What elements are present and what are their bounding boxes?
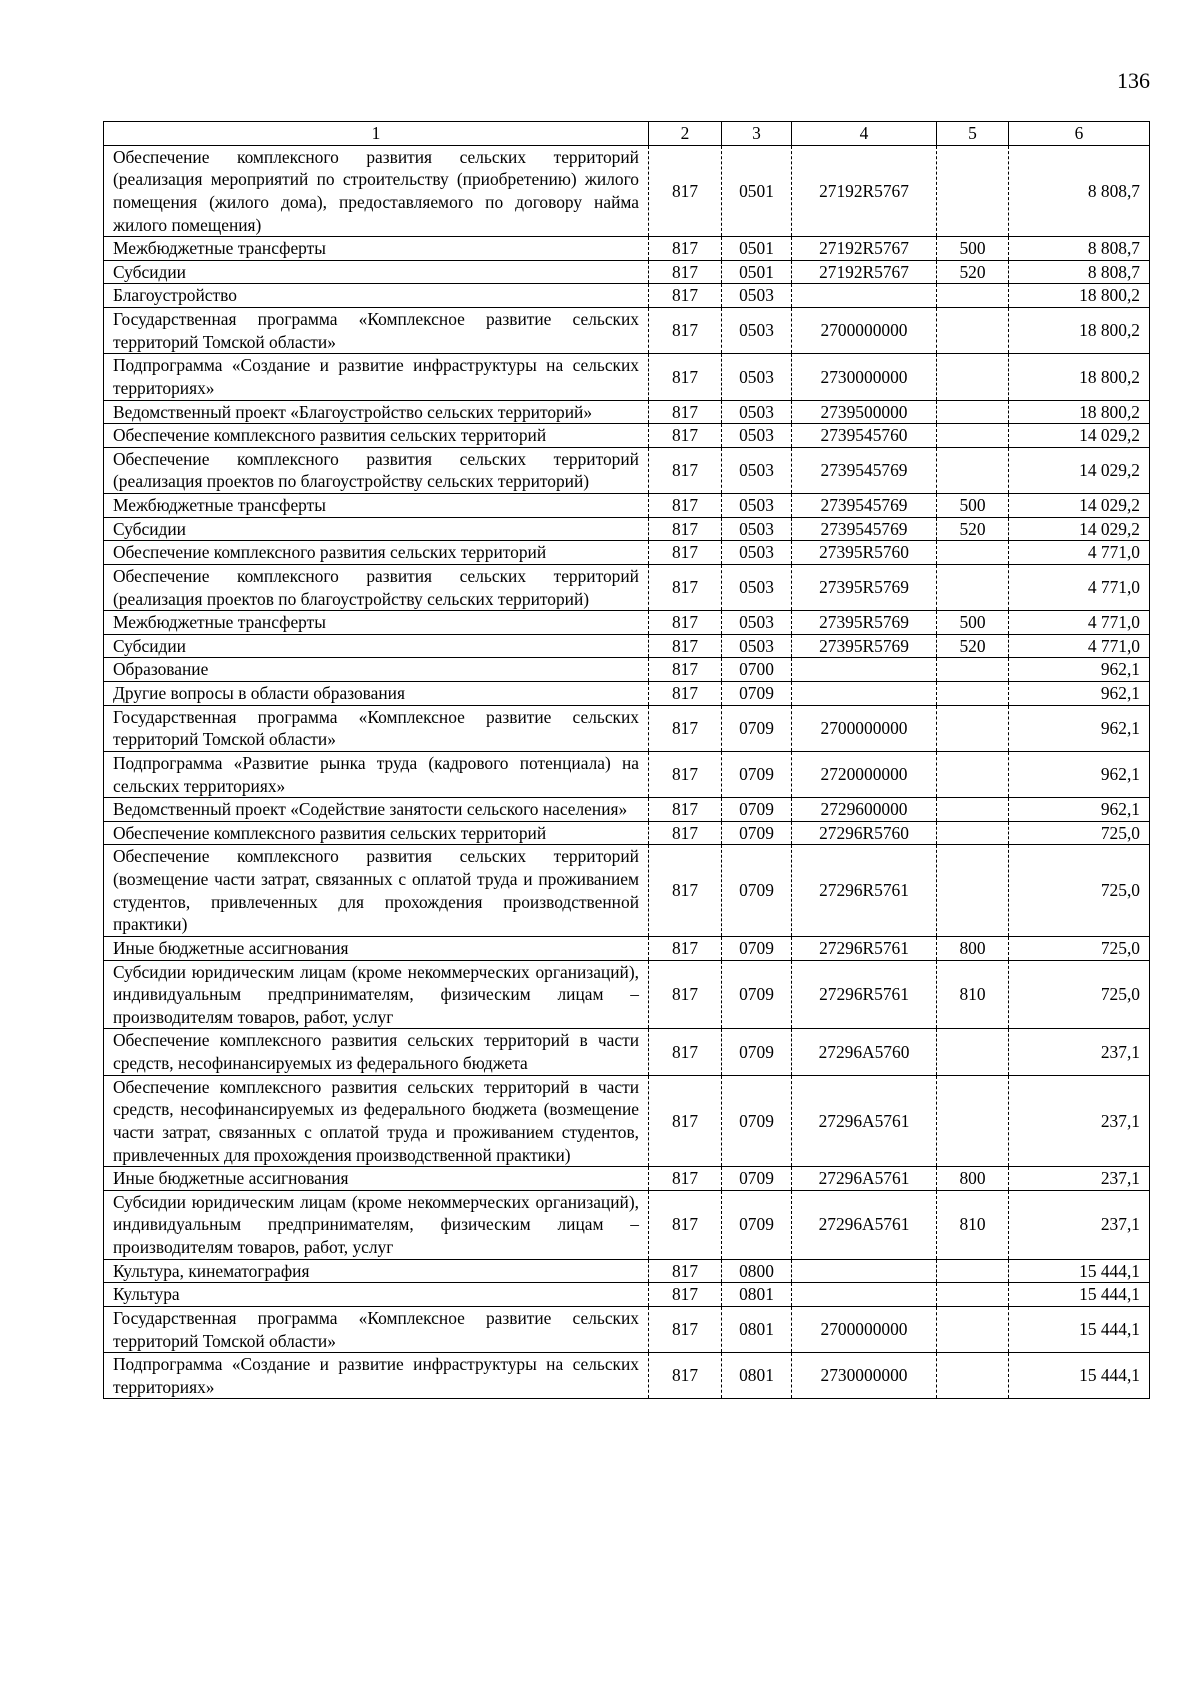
row-section: 0503 xyxy=(722,308,792,354)
row-section: 0709 xyxy=(722,1075,792,1167)
table-row xyxy=(104,1167,1150,1191)
row-code: 817 xyxy=(649,1306,722,1352)
row-code: 817 xyxy=(649,564,722,610)
row-name: Образование xyxy=(104,658,649,682)
row-code: 817 xyxy=(649,494,722,518)
row-section: 0503 xyxy=(722,284,792,308)
table-row xyxy=(104,634,1150,658)
row-target-article: 2730000000 xyxy=(792,354,937,400)
row-section: 0709 xyxy=(722,751,792,797)
row-expense-type xyxy=(937,682,1009,706)
row-section: 0503 xyxy=(722,611,792,635)
table-row xyxy=(104,564,1150,610)
row-target-article: 27192R5767 xyxy=(792,237,937,261)
row-amount: 962,1 xyxy=(1009,798,1150,822)
row-amount: 18 800,2 xyxy=(1009,354,1150,400)
row-section: 0709 xyxy=(722,682,792,706)
row-code: 817 xyxy=(649,611,722,635)
row-name: Государственная программа «Комплексное развитие сельских территорий Томской области» xyxy=(104,308,649,354)
row-name: Ведомственный проект «Содействие занятости сельского населения» xyxy=(104,798,649,822)
row-amount: 8 808,7 xyxy=(1009,237,1150,261)
row-name: Благоустройство xyxy=(104,284,649,308)
row-target-article: 27395R5769 xyxy=(792,634,937,658)
row-section: 0709 xyxy=(722,798,792,822)
row-amount: 14 029,2 xyxy=(1009,517,1150,541)
row-target-article: 27192R5767 xyxy=(792,145,937,237)
row-amount: 237,1 xyxy=(1009,1190,1150,1259)
row-expense-type xyxy=(937,564,1009,610)
row-section: 0503 xyxy=(722,424,792,448)
row-name: Субсидии xyxy=(104,634,649,658)
row-amount: 18 800,2 xyxy=(1009,400,1150,424)
table-row xyxy=(104,751,1150,797)
row-expense-type xyxy=(937,1353,1009,1399)
row-target-article: 2739545769 xyxy=(792,517,937,541)
row-section: 0800 xyxy=(722,1259,792,1283)
row-code: 817 xyxy=(649,845,722,937)
row-code: 817 xyxy=(649,447,722,493)
row-expense-type: 520 xyxy=(937,634,1009,658)
row-amount: 237,1 xyxy=(1009,1075,1150,1167)
table-row xyxy=(104,260,1150,284)
row-code: 817 xyxy=(649,682,722,706)
row-code: 817 xyxy=(649,400,722,424)
row-target-article xyxy=(792,1283,937,1307)
row-section: 0801 xyxy=(722,1353,792,1399)
table-row xyxy=(104,284,1150,308)
row-target-article: 2700000000 xyxy=(792,705,937,751)
row-code: 817 xyxy=(649,424,722,448)
row-code: 817 xyxy=(649,936,722,960)
row-name: Субсидии юридическим лицам (кроме некоммерческих организаций), индивидуальным предпринимателям, физическим лицам – производителям товаров, работ, услуг xyxy=(104,1190,649,1259)
row-section: 0709 xyxy=(722,705,792,751)
row-code: 817 xyxy=(649,284,722,308)
row-section: 0700 xyxy=(722,658,792,682)
table-row xyxy=(104,960,1150,1029)
row-name: Обеспечение комплексного развития сельских территорий (возмещение части затрат, связанных с оплатой труда и проживанием студентов, привлеченных для прохождения производственной практики) xyxy=(104,845,649,937)
row-code: 817 xyxy=(649,237,722,261)
row-name: Субсидии юридическим лицам (кроме некоммерческих организаций), индивидуальным предпринимателям, физическим лицам – производителям товаров, работ, услуг xyxy=(104,960,649,1029)
row-expense-type xyxy=(937,400,1009,424)
row-code: 817 xyxy=(649,658,722,682)
row-target-article xyxy=(792,284,937,308)
row-expense-type: 520 xyxy=(937,260,1009,284)
row-name: Государственная программа «Комплексное развитие сельских территорий Томской области» xyxy=(104,705,649,751)
row-code: 817 xyxy=(649,821,722,845)
row-target-article: 2729600000 xyxy=(792,798,937,822)
header-cell: 1 xyxy=(104,122,649,146)
row-target-article: 2700000000 xyxy=(792,1306,937,1352)
row-expense-type xyxy=(937,821,1009,845)
row-amount: 962,1 xyxy=(1009,705,1150,751)
row-section: 0709 xyxy=(722,1167,792,1191)
table-row xyxy=(104,308,1150,354)
row-expense-type: 800 xyxy=(937,1167,1009,1191)
row-section: 0501 xyxy=(722,260,792,284)
row-target-article: 27395R5769 xyxy=(792,611,937,635)
row-amount: 725,0 xyxy=(1009,821,1150,845)
row-expense-type xyxy=(937,1259,1009,1283)
row-amount: 14 029,2 xyxy=(1009,447,1150,493)
row-expense-type xyxy=(937,424,1009,448)
row-target-article: 27296R5761 xyxy=(792,960,937,1029)
row-target-article: 27296А5761 xyxy=(792,1190,937,1259)
row-expense-type: 800 xyxy=(937,936,1009,960)
table-row xyxy=(104,658,1150,682)
row-name: Культура xyxy=(104,1283,649,1307)
row-name: Субсидии xyxy=(104,517,649,541)
row-amount: 962,1 xyxy=(1009,751,1150,797)
row-name: Межбюджетные трансферты xyxy=(104,494,649,518)
row-expense-type xyxy=(937,1075,1009,1167)
row-section: 0503 xyxy=(722,400,792,424)
header-cell: 2 xyxy=(649,122,722,146)
row-expense-type xyxy=(937,284,1009,308)
row-expense-type xyxy=(937,1306,1009,1352)
table-row xyxy=(104,494,1150,518)
row-target-article: 27296R5760 xyxy=(792,821,937,845)
row-name: Межбюджетные трансферты xyxy=(104,611,649,635)
row-name: Обеспечение комплексного развития сельских территорий (реализация мероприятий по строительству (приобретению) жилого помещения (жилого дома), предоставляемого по договору найма жилого помещения) xyxy=(104,145,649,237)
row-amount: 4 771,0 xyxy=(1009,611,1150,635)
row-amount: 14 029,2 xyxy=(1009,494,1150,518)
row-amount: 18 800,2 xyxy=(1009,308,1150,354)
row-name: Подпрограмма «Создание и развитие инфраструктуры на сельских территориях» xyxy=(104,1353,649,1399)
row-section: 0709 xyxy=(722,845,792,937)
table-row xyxy=(104,936,1150,960)
row-amount: 4 771,0 xyxy=(1009,541,1150,565)
row-expense-type xyxy=(937,541,1009,565)
row-amount: 15 444,1 xyxy=(1009,1353,1150,1399)
row-amount: 8 808,7 xyxy=(1009,260,1150,284)
row-code: 817 xyxy=(649,1167,722,1191)
row-expense-type xyxy=(937,308,1009,354)
table-row xyxy=(104,1353,1150,1399)
row-name: Обеспечение комплексного развития сельских территорий xyxy=(104,541,649,565)
header-cell: 5 xyxy=(937,122,1009,146)
row-section: 0503 xyxy=(722,494,792,518)
row-name: Обеспечение комплексного развития сельских территорий (реализация проектов по благоустройству сельских территорий) xyxy=(104,447,649,493)
table-row xyxy=(104,1029,1150,1075)
row-name: Обеспечение комплексного развития сельских территорий в части средств, несофинансируемых из федерального бюджета xyxy=(104,1029,649,1075)
row-expense-type xyxy=(937,798,1009,822)
table-row xyxy=(104,1075,1150,1167)
row-section: 0503 xyxy=(722,564,792,610)
row-name: Другие вопросы в области образования xyxy=(104,682,649,706)
row-target-article: 2739545760 xyxy=(792,424,937,448)
row-name: Подпрограмма «Создание и развитие инфраструктуры на сельских территориях» xyxy=(104,354,649,400)
row-expense-type xyxy=(937,751,1009,797)
row-name: Обеспечение комплексного развития сельских территорий в части средств, несофинансируемых из федерального бюджета (возмещение части затрат, связанных с оплатой труда и проживанием студентов, привлеченных для прохождения производственной практики) xyxy=(104,1075,649,1167)
table-row xyxy=(104,145,1150,237)
table-header-row xyxy=(104,122,1150,146)
row-section: 0801 xyxy=(722,1306,792,1352)
row-expense-type xyxy=(937,845,1009,937)
row-expense-type: 810 xyxy=(937,960,1009,1029)
row-section: 0709 xyxy=(722,821,792,845)
table-row xyxy=(104,611,1150,635)
table-row xyxy=(104,1283,1150,1307)
row-amount: 15 444,1 xyxy=(1009,1259,1150,1283)
table-row xyxy=(104,1259,1150,1283)
row-expense-type: 500 xyxy=(937,611,1009,635)
row-target-article: 27296А5761 xyxy=(792,1167,937,1191)
row-code: 817 xyxy=(649,517,722,541)
row-target-article xyxy=(792,658,937,682)
row-code: 817 xyxy=(649,308,722,354)
table-row xyxy=(104,682,1150,706)
row-section: 0709 xyxy=(722,1190,792,1259)
row-amount: 4 771,0 xyxy=(1009,634,1150,658)
header-cell: 6 xyxy=(1009,122,1150,146)
row-amount: 8 808,7 xyxy=(1009,145,1150,237)
table-row xyxy=(104,400,1150,424)
row-code: 817 xyxy=(649,1029,722,1075)
table-row xyxy=(104,845,1150,937)
row-section: 0709 xyxy=(722,1029,792,1075)
row-amount: 15 444,1 xyxy=(1009,1306,1150,1352)
row-name: Иные бюджетные ассигнования xyxy=(104,936,649,960)
row-expense-type xyxy=(937,1283,1009,1307)
row-section: 0501 xyxy=(722,237,792,261)
row-target-article: 2700000000 xyxy=(792,308,937,354)
row-code: 817 xyxy=(649,798,722,822)
row-section: 0503 xyxy=(722,541,792,565)
row-expense-type xyxy=(937,447,1009,493)
table-row xyxy=(104,1190,1150,1259)
header-cell: 4 xyxy=(792,122,937,146)
row-name: Государственная программа «Комплексное развитие сельских территорий Томской области» xyxy=(104,1306,649,1352)
table-row xyxy=(104,517,1150,541)
row-code: 817 xyxy=(649,1190,722,1259)
row-name: Обеспечение комплексного развития сельских территорий (реализация проектов по благоустройству сельских территорий) xyxy=(104,564,649,610)
row-expense-type xyxy=(937,1029,1009,1075)
row-amount: 962,1 xyxy=(1009,658,1150,682)
row-target-article: 27395R5760 xyxy=(792,541,937,565)
row-section: 0503 xyxy=(722,354,792,400)
row-amount: 4 771,0 xyxy=(1009,564,1150,610)
row-expense-type: 520 xyxy=(937,517,1009,541)
row-code: 817 xyxy=(649,145,722,237)
header-cell: 3 xyxy=(722,122,792,146)
row-name: Обеспечение комплексного развития сельских территорий xyxy=(104,424,649,448)
row-target-article xyxy=(792,682,937,706)
row-name: Культура, кинематография xyxy=(104,1259,649,1283)
table-row xyxy=(104,705,1150,751)
row-amount: 725,0 xyxy=(1009,960,1150,1029)
row-code: 817 xyxy=(649,1353,722,1399)
row-amount: 237,1 xyxy=(1009,1029,1150,1075)
row-code: 817 xyxy=(649,260,722,284)
row-section: 0709 xyxy=(722,960,792,1029)
row-section: 0801 xyxy=(722,1283,792,1307)
row-expense-type xyxy=(937,658,1009,682)
budget-table xyxy=(103,121,1150,1399)
row-section: 0503 xyxy=(722,447,792,493)
row-target-article: 27296А5760 xyxy=(792,1029,937,1075)
row-expense-type: 500 xyxy=(937,494,1009,518)
row-target-article: 27296R5761 xyxy=(792,845,937,937)
table-row xyxy=(104,424,1150,448)
row-target-article: 27192R5767 xyxy=(792,260,937,284)
row-name: Обеспечение комплексного развития сельских территорий xyxy=(104,821,649,845)
row-name: Межбюджетные трансферты xyxy=(104,237,649,261)
row-target-article: 27395R5769 xyxy=(792,564,937,610)
row-target-article: 2730000000 xyxy=(792,1353,937,1399)
row-amount: 15 444,1 xyxy=(1009,1283,1150,1307)
row-section: 0503 xyxy=(722,517,792,541)
row-amount: 725,0 xyxy=(1009,845,1150,937)
row-code: 817 xyxy=(649,751,722,797)
row-code: 817 xyxy=(649,1283,722,1307)
row-code: 817 xyxy=(649,1259,722,1283)
row-target-article: 27296R5761 xyxy=(792,936,937,960)
table-row xyxy=(104,798,1150,822)
row-name: Подпрограмма «Развитие рынка труда (кадрового потенциала) на сельских территориях» xyxy=(104,751,649,797)
row-code: 817 xyxy=(649,1075,722,1167)
row-expense-type: 500 xyxy=(937,237,1009,261)
table-row xyxy=(104,541,1150,565)
row-expense-type xyxy=(937,705,1009,751)
row-section: 0503 xyxy=(722,634,792,658)
row-amount: 14 029,2 xyxy=(1009,424,1150,448)
row-target-article: 27296А5761 xyxy=(792,1075,937,1167)
row-target-article: 2739545769 xyxy=(792,494,937,518)
row-expense-type: 810 xyxy=(937,1190,1009,1259)
table-row xyxy=(104,237,1150,261)
table-row xyxy=(104,821,1150,845)
row-section: 0709 xyxy=(722,936,792,960)
row-expense-type xyxy=(937,354,1009,400)
row-code: 817 xyxy=(649,634,722,658)
table-row xyxy=(104,447,1150,493)
row-name: Иные бюджетные ассигнования xyxy=(104,1167,649,1191)
page-number: 136 xyxy=(1117,68,1150,93)
row-amount: 18 800,2 xyxy=(1009,284,1150,308)
row-code: 817 xyxy=(649,705,722,751)
row-code: 817 xyxy=(649,354,722,400)
table-row xyxy=(104,1306,1150,1352)
table-row xyxy=(104,354,1150,400)
row-code: 817 xyxy=(649,960,722,1029)
row-section: 0501 xyxy=(722,145,792,237)
row-target-article: 2739545769 xyxy=(792,447,937,493)
row-amount: 725,0 xyxy=(1009,936,1150,960)
row-amount: 962,1 xyxy=(1009,682,1150,706)
row-target-article xyxy=(792,1259,937,1283)
row-target-article: 2739500000 xyxy=(792,400,937,424)
row-name: Субсидии xyxy=(104,260,649,284)
row-code: 817 xyxy=(649,541,722,565)
row-amount: 237,1 xyxy=(1009,1167,1150,1191)
row-name: Ведомственный проект «Благоустройство сельских территорий» xyxy=(104,400,649,424)
row-target-article: 2720000000 xyxy=(792,751,937,797)
row-expense-type xyxy=(937,145,1009,237)
